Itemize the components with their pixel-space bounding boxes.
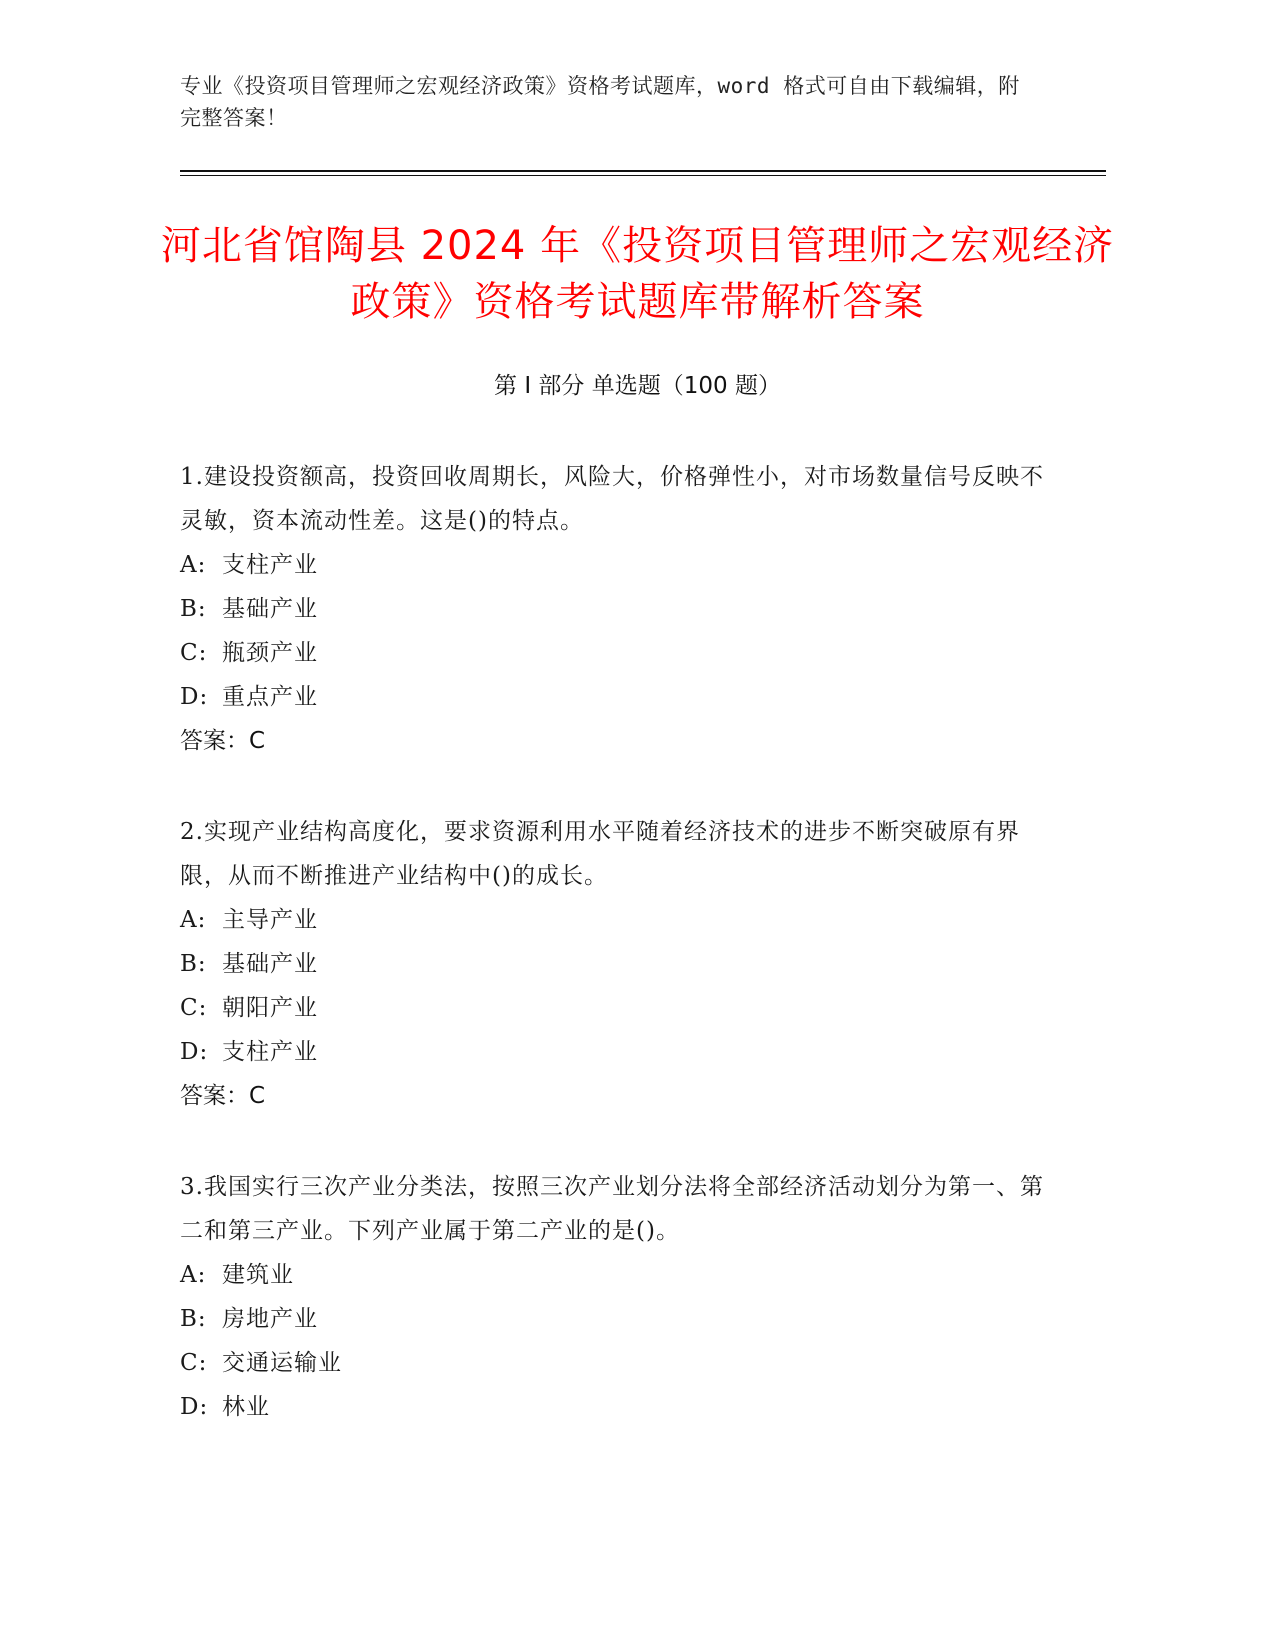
question-2 bbox=[180, 810, 1060, 1118]
option-text: 基础产业 bbox=[222, 951, 318, 977]
header-note: 专业《投资项目管理师之宏观经济政策》资格考试题库，word 格式可自由下载编辑，附完整答案！ bbox=[180, 74, 1020, 130]
header-rule-thin bbox=[180, 175, 1106, 176]
answer-line: 答案：C bbox=[180, 1083, 266, 1109]
option-key: A: bbox=[180, 1262, 207, 1288]
option-key: D: bbox=[180, 1394, 209, 1420]
option-text: 房地产业 bbox=[222, 1306, 318, 1332]
option-text: 林业 bbox=[222, 1394, 270, 1420]
option-key: B: bbox=[180, 951, 207, 977]
question-stem: 1.建设投资额高，投资回收周期长，风险大，价格弹性小，对市场数量信号反映不灵敏，资本流动性差。这是()的特点。 bbox=[180, 464, 1044, 534]
question-list bbox=[180, 455, 1060, 1476]
option-c bbox=[180, 986, 1060, 1030]
option-b bbox=[180, 942, 1060, 986]
option-key: C: bbox=[180, 995, 208, 1021]
option-key: A: bbox=[180, 907, 207, 933]
option-b bbox=[180, 1297, 1060, 1341]
answer-line: 答案：C bbox=[180, 728, 266, 754]
option-text: 基础产业 bbox=[222, 596, 318, 622]
option-key: C: bbox=[180, 640, 208, 666]
section-heading: 第 I 部分 单选题（100 题） bbox=[494, 373, 781, 399]
option-key: C: bbox=[180, 1350, 208, 1376]
option-text: 建筑业 bbox=[222, 1262, 294, 1288]
header-rule-thick bbox=[180, 170, 1106, 172]
option-c bbox=[180, 1341, 1060, 1385]
option-text: 支柱产业 bbox=[222, 1039, 318, 1065]
option-text: 重点产业 bbox=[222, 684, 318, 710]
option-d bbox=[180, 1385, 1060, 1429]
question-stem: 2.实现产业结构高度化，要求资源利用水平随着经济技术的进步不断突破原有界限，从而不断推进产业结构中()的成长。 bbox=[180, 819, 1020, 889]
option-key: B: bbox=[180, 596, 207, 622]
question-3 bbox=[180, 1165, 1060, 1429]
option-a bbox=[180, 543, 1060, 587]
option-d bbox=[180, 675, 1060, 719]
option-key: A: bbox=[180, 552, 207, 578]
option-text: 主导产业 bbox=[222, 907, 318, 933]
option-key: D: bbox=[180, 684, 209, 710]
question-stem: 3.我国实行三次产业分类法，按照三次产业划分法将全部经济活动划分为第一、第二和第三产业。下列产业属于第二产业的是()。 bbox=[180, 1174, 1044, 1244]
option-key: D: bbox=[180, 1039, 209, 1065]
option-d bbox=[180, 1030, 1060, 1074]
option-b bbox=[180, 587, 1060, 631]
document-title: 河北省馆陶县 2024 年《投资项目管理师之宏观经济政策》资格考试题库带解析答案 bbox=[160, 223, 1115, 325]
option-text: 交通运输业 bbox=[222, 1350, 342, 1376]
option-text: 支柱产业 bbox=[222, 552, 318, 578]
option-text: 瓶颈产业 bbox=[222, 640, 318, 666]
option-key: B: bbox=[180, 1306, 207, 1332]
option-c bbox=[180, 631, 1060, 675]
option-a bbox=[180, 898, 1060, 942]
option-a bbox=[180, 1253, 1060, 1297]
question-1 bbox=[180, 455, 1060, 763]
option-text: 朝阳产业 bbox=[222, 995, 318, 1021]
